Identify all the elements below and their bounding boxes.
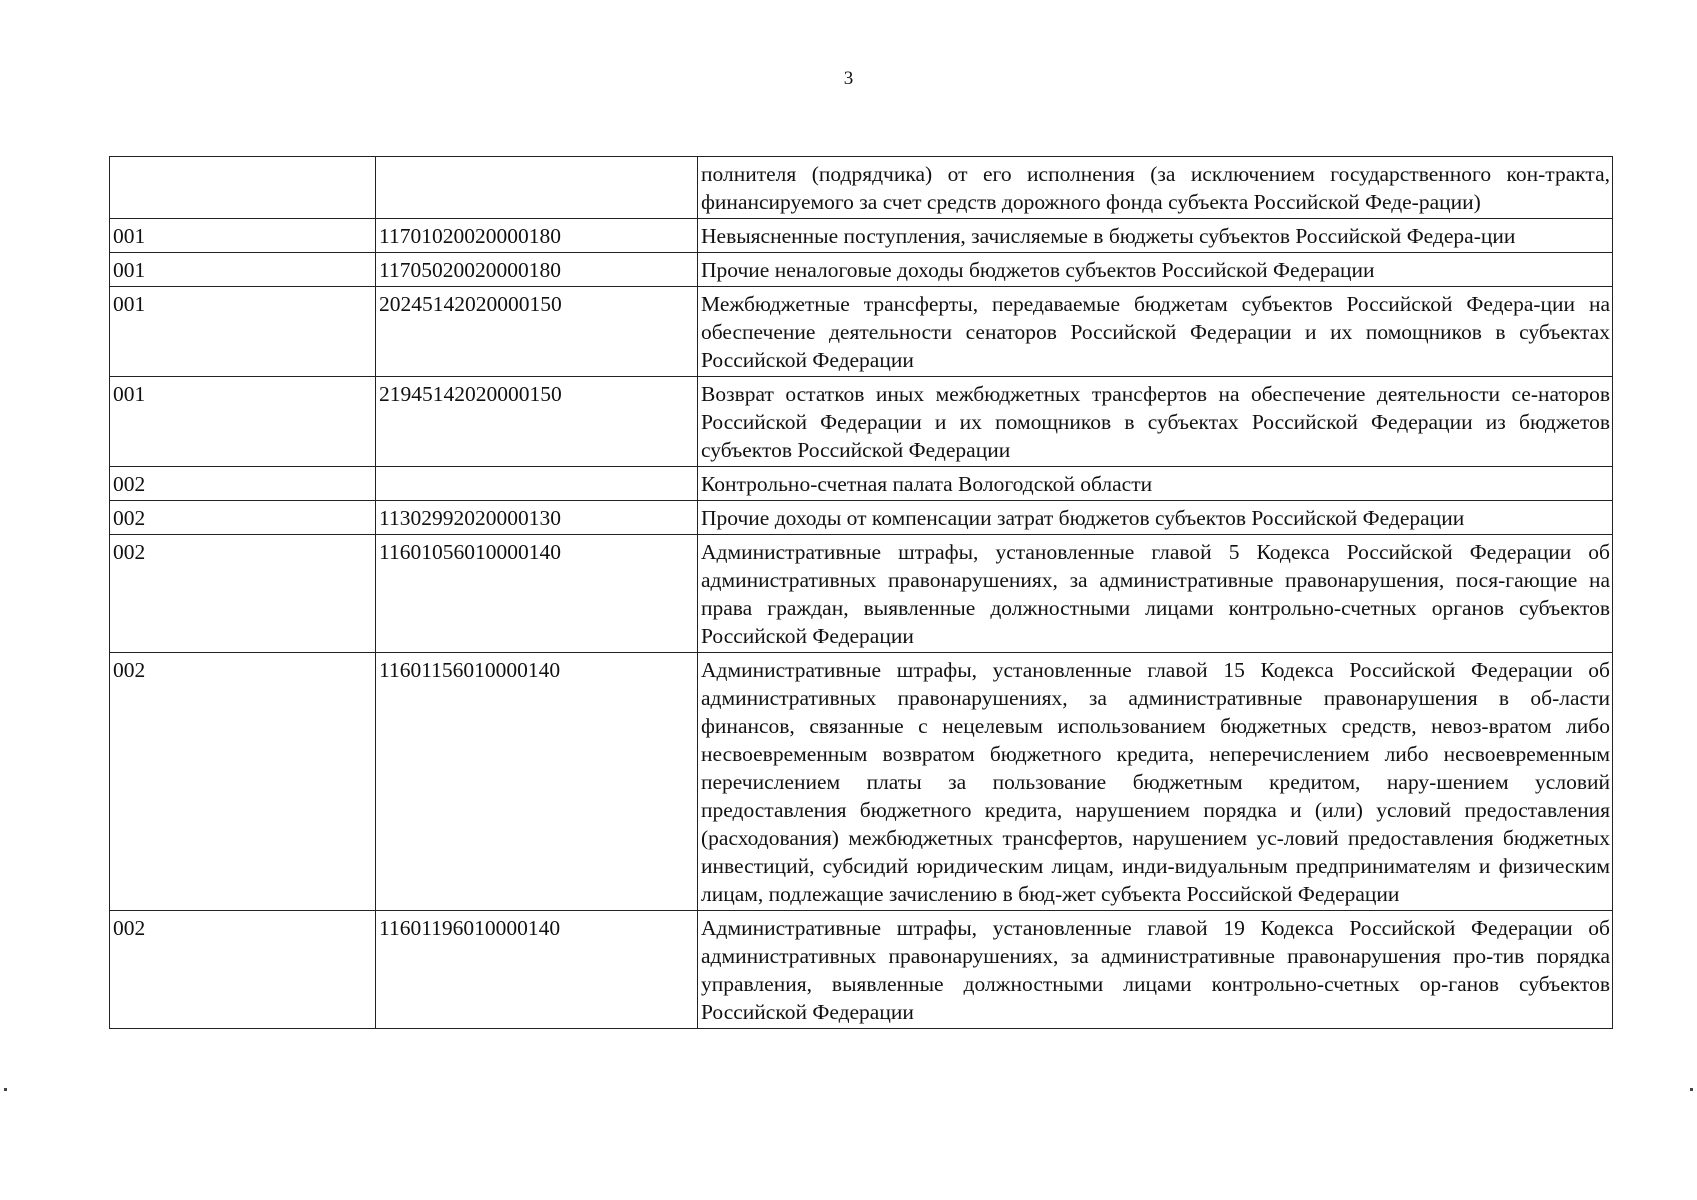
admin-code-cell: 002 bbox=[110, 911, 376, 1029]
admin-code-cell: 001 bbox=[110, 377, 376, 467]
income-code-cell: 11705020020000180 bbox=[376, 253, 698, 287]
income-code-cell bbox=[376, 157, 698, 219]
table-row bbox=[110, 219, 1613, 253]
income-codes-table bbox=[109, 156, 1613, 1029]
page-number: 3 bbox=[843, 68, 854, 89]
table-row bbox=[110, 535, 1613, 653]
description-cell: Прочие доходы от компенсации затрат бюджетов субъектов Российской Федерации bbox=[698, 501, 1613, 535]
admin-code-cell: 001 bbox=[110, 219, 376, 253]
table-row bbox=[110, 653, 1613, 911]
income-code-cell bbox=[376, 467, 698, 501]
table-row bbox=[110, 467, 1613, 501]
description-cell: Невыясненные поступления, зачисляемые в бюджеты субъектов Российской Федера-ции bbox=[698, 219, 1613, 253]
table-row bbox=[110, 157, 1613, 219]
table-row bbox=[110, 287, 1613, 377]
income-code-cell: 11601056010000140 bbox=[376, 535, 698, 653]
income-code-cell: 11601156010000140 bbox=[376, 653, 698, 911]
description-cell: Межбюджетные трансферты, передаваемые бюджетам субъектов Российской Федера-ции на обеспечение деятельности сенаторов Российской Федерации и их помощников в субъектах Российской Федерации bbox=[698, 287, 1613, 377]
income-code-cell: 11601196010000140 bbox=[376, 911, 698, 1029]
admin-code-cell: 001 bbox=[110, 253, 376, 287]
scan-edge-mark-left bbox=[4, 1088, 7, 1091]
admin-code-cell: 002 bbox=[110, 467, 376, 501]
description-cell: Возврат остатков иных межбюджетных трансфертов на обеспечение деятельности се-наторов Российской Федерации и их помощников в субъектах Российской Федерации из бюджетов субъектов Российской Федерации bbox=[698, 377, 1613, 467]
description-cell: Административные штрафы, установленные главой 5 Кодекса Российской Федерации об административных правонарушениях, за административные правонарушения, пося-гающие на права граждан, выявленные должностными лицами контрольно-счетных органов субъектов Российской Федерации bbox=[698, 535, 1613, 653]
description-cell: Контрольно-счетная палата Вологодской области bbox=[698, 467, 1613, 501]
admin-code-cell: 002 bbox=[110, 653, 376, 911]
admin-code-cell bbox=[110, 157, 376, 219]
income-code-cell: 11701020020000180 bbox=[376, 219, 698, 253]
admin-code-cell: 002 bbox=[110, 501, 376, 535]
income-code-cell: 20245142020000150 bbox=[376, 287, 698, 377]
table-row bbox=[110, 911, 1613, 1029]
description-cell: Административные штрафы, установленные главой 15 Кодекса Российской Федерации об административных правонарушениях, за административные правонарушения в об-ласти финансов, связанные с нецелевым использованием бюджетных средств, невоз-вратом либо несвоевременным возвратом бюджетного кредита, неперечислением либо несвоевременным перечислением платы за пользование бюджетным кредитом, нару-шением условий предоставления бюджетного кредита, нарушением порядка и (или) условий предоставления (расходования) межбюджетных трансфертов, нарушением ус-ловий предоставления бюджетных инвестиций, субсидий юридическим лицам, инди-видуальным предпринимателям и физическим лицам, подлежащие зачислению в бюд-жет субъекта Российской Федерации bbox=[698, 653, 1613, 911]
income-code-cell: 21945142020000150 bbox=[376, 377, 698, 467]
description-cell: Административные штрафы, установленные главой 19 Кодекса Российской Федерации об административных правонарушениях, за административные правонарушения про-тив порядка управления, выявленные должностными лицами контрольно-счетных ор-ганов субъектов Российской Федерации bbox=[698, 911, 1613, 1029]
table-row bbox=[110, 501, 1613, 535]
table-row bbox=[110, 377, 1613, 467]
table-row bbox=[110, 253, 1613, 287]
description-cell: полнителя (подрядчика) от его исполнения (за исключением государственного кон-тракта, финансируемого за счет средств дорожного фонда субъекта Российской Феде-рации) bbox=[698, 157, 1613, 219]
scan-edge-mark-right bbox=[1690, 1088, 1693, 1091]
income-code-cell: 11302992020000130 bbox=[376, 501, 698, 535]
admin-code-cell: 002 bbox=[110, 535, 376, 653]
description-cell: Прочие неналоговые доходы бюджетов субъектов Российской Федерации bbox=[698, 253, 1613, 287]
admin-code-cell: 001 bbox=[110, 287, 376, 377]
